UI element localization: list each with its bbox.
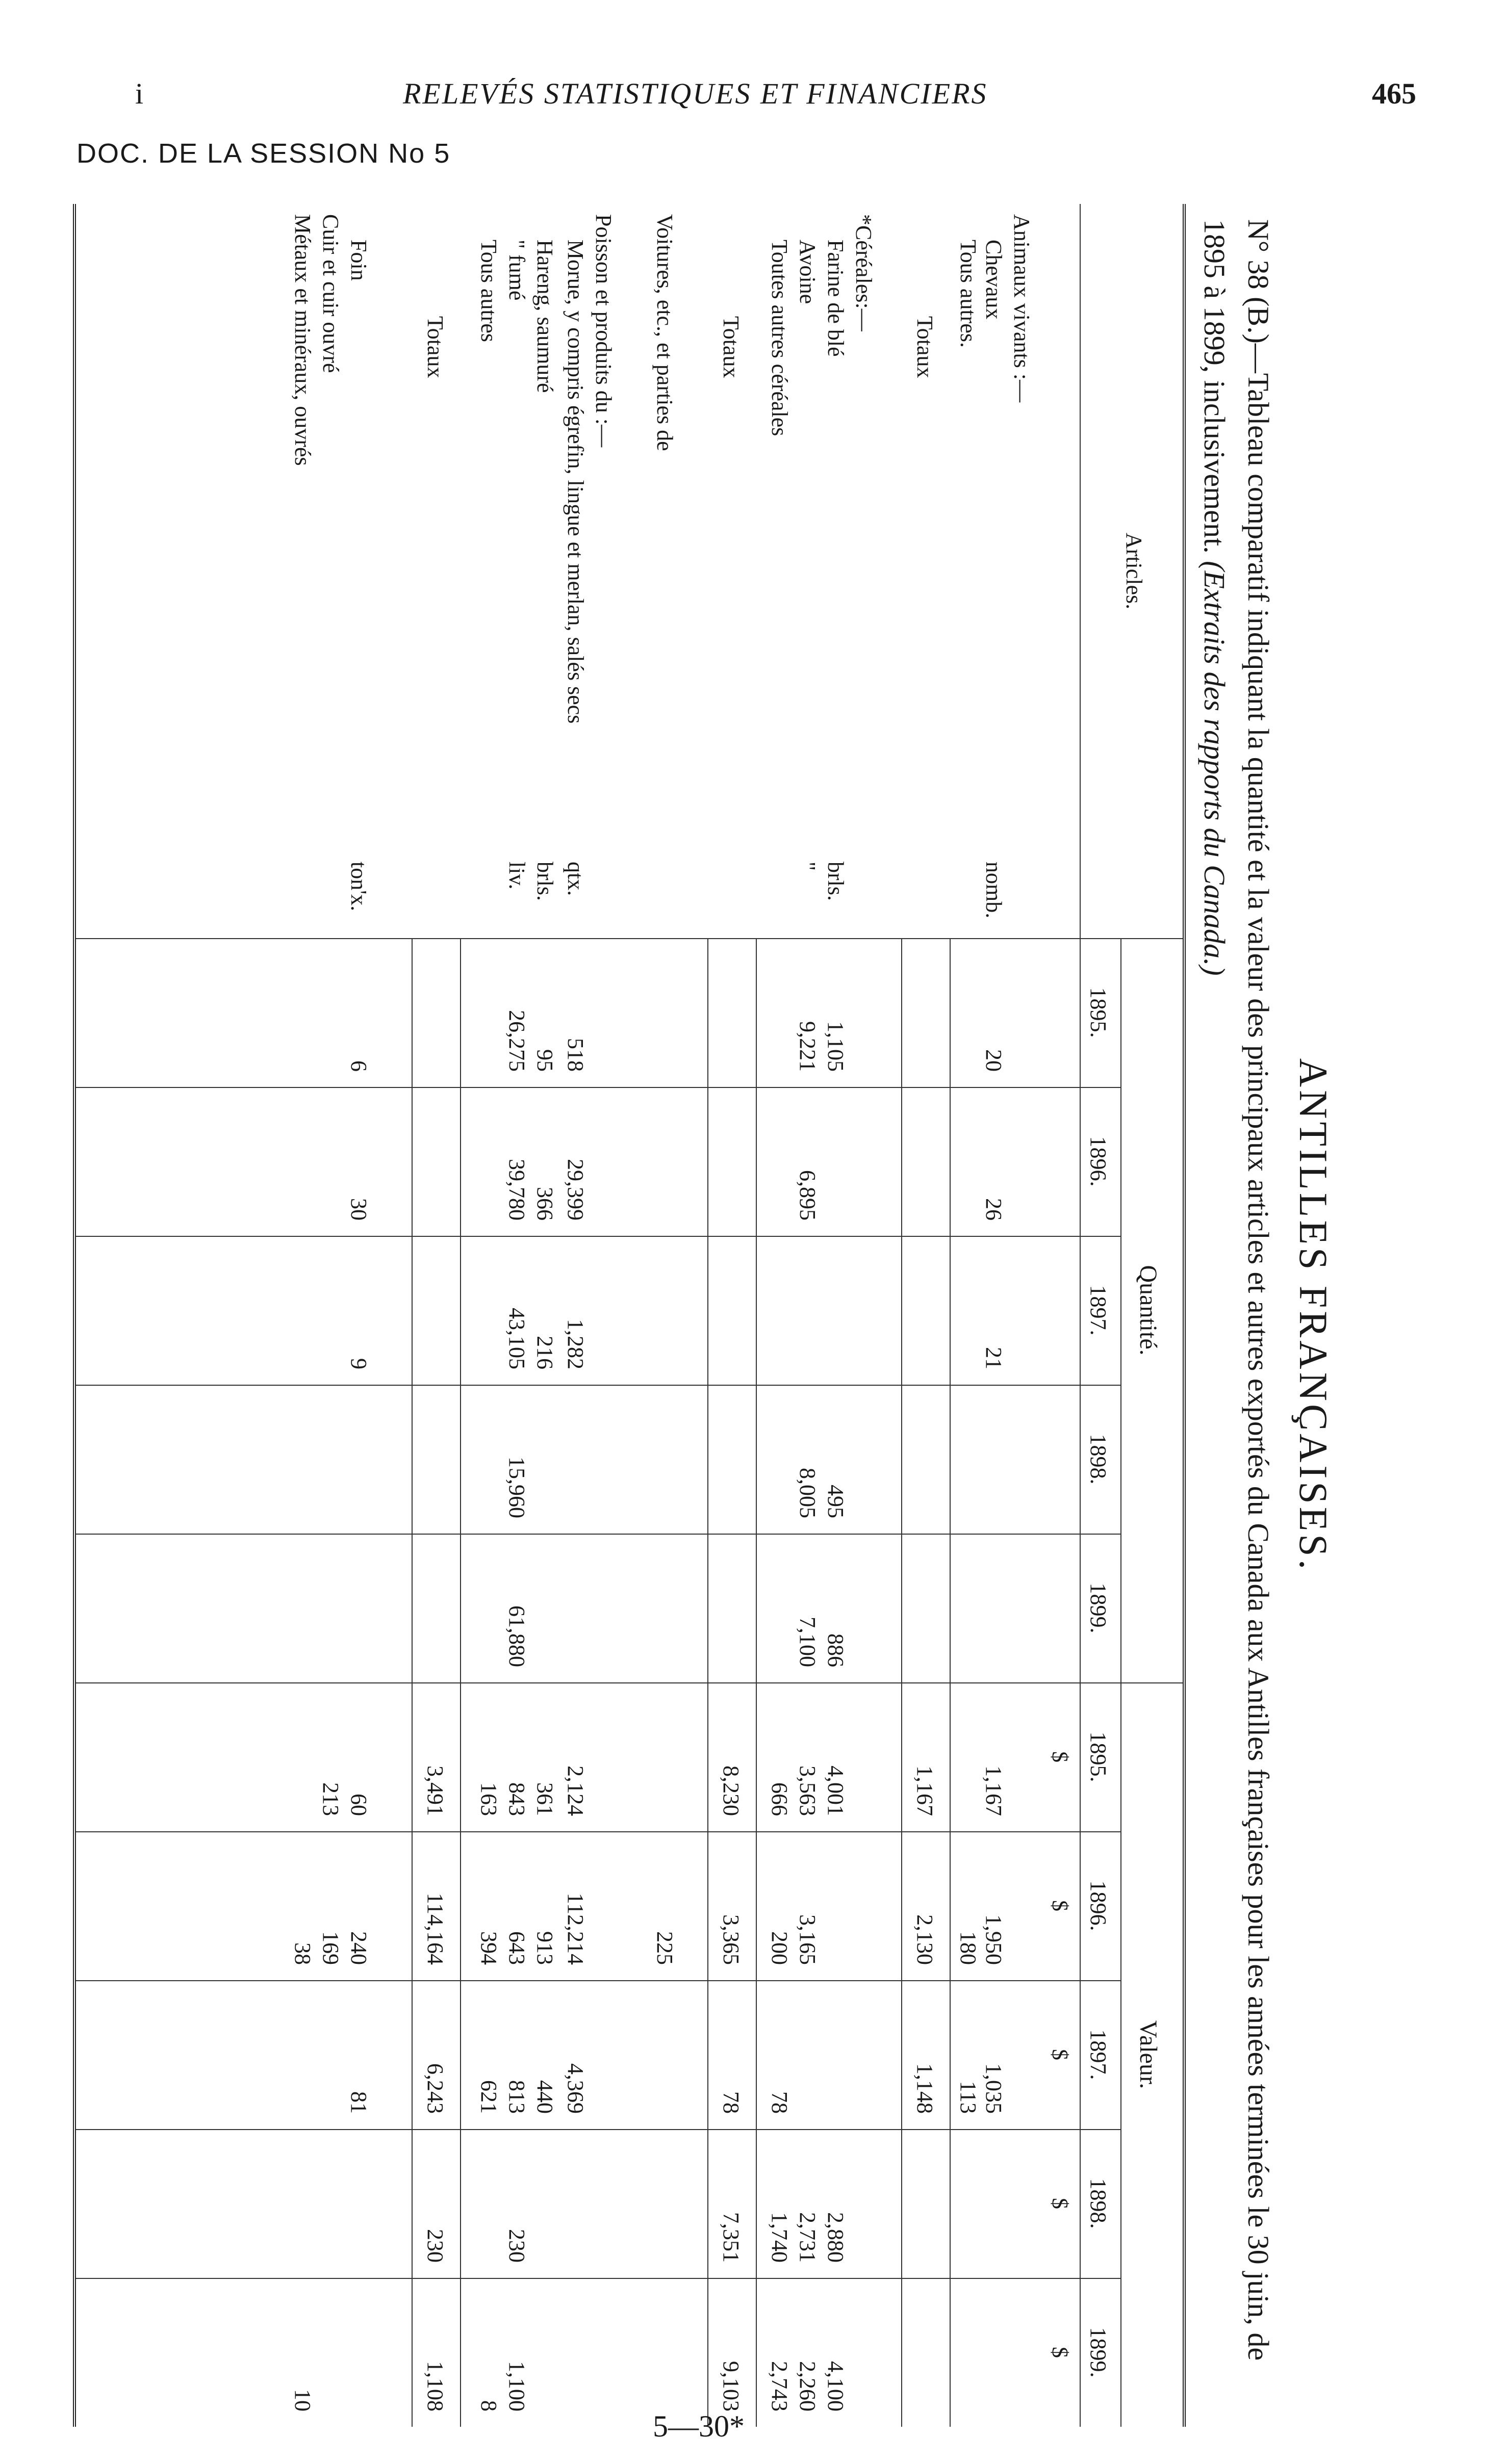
year-header: 1895. bbox=[1086, 1731, 1111, 1782]
table-title: ANTILLES FRANÇAISES. bbox=[1291, 1058, 1336, 1573]
value-cell: 666 bbox=[767, 1782, 792, 1816]
data-table bbox=[73, 204, 1186, 2427]
value-cell: 8 bbox=[476, 2400, 501, 2411]
quantity-cell: 39,780 bbox=[504, 1159, 529, 1221]
article-label: Toutes autres céréales bbox=[767, 240, 792, 436]
value-cell: 1,148 bbox=[912, 2063, 937, 2114]
value-cell: 10 bbox=[290, 2389, 315, 2411]
article-label: Tous autres bbox=[476, 240, 501, 342]
quantity-cell: 29,399 bbox=[563, 1159, 588, 1221]
value-cell: 112,214 bbox=[563, 1892, 588, 1965]
quantity-cell: 1,282 bbox=[563, 1319, 588, 1369]
quantity-cell: 9,221 bbox=[795, 1021, 820, 1072]
col-divider bbox=[76, 2129, 1121, 2130]
running-title: RELEVÉS STATISTIQUES ET FINANCIERS bbox=[403, 77, 988, 110]
year-header: 1898. bbox=[1086, 1434, 1111, 1485]
article-label: Farine de blé bbox=[823, 240, 848, 357]
doc-session-label: DOC. DE LA SESSION No 5 bbox=[76, 138, 451, 169]
currency-symbol: $ bbox=[1048, 2198, 1073, 2209]
unit-label: brls. bbox=[532, 862, 557, 901]
value-cell: 2,731 bbox=[795, 2212, 820, 2263]
table-caption bbox=[1192, 219, 1280, 2411]
col-divider bbox=[76, 1682, 1183, 1683]
totals-rule bbox=[707, 938, 708, 2427]
quantity-cell: 1,105 bbox=[823, 1021, 848, 1072]
value-cell: 1,950 bbox=[981, 1914, 1006, 1965]
value-cell: 4,100 bbox=[823, 2361, 848, 2411]
value-cell: 163 bbox=[476, 1782, 501, 1816]
value-cell: 169 bbox=[318, 1931, 343, 1965]
year-header: 1899. bbox=[1086, 1583, 1111, 1633]
quantity-cell: 366 bbox=[532, 1187, 557, 1221]
article-label: Poisson et produits du :— bbox=[591, 214, 616, 448]
totals-label: Totaux bbox=[912, 316, 937, 378]
article-label: *Céréales:— bbox=[851, 214, 876, 331]
value-cell: 180 bbox=[956, 1931, 981, 1965]
year-header: 1897. bbox=[1086, 2029, 1111, 2080]
value-cell: 643 bbox=[504, 1931, 529, 1965]
value-cell: 2,124 bbox=[563, 1766, 588, 1816]
unit-label: " bbox=[795, 862, 820, 871]
currency-symbol: $ bbox=[1048, 2347, 1073, 2358]
value-cell: 240 bbox=[346, 1931, 371, 1965]
currency-symbol: $ bbox=[1048, 1751, 1073, 1762]
col-divider bbox=[76, 2278, 1121, 2279]
value-cell: 440 bbox=[532, 2080, 557, 2114]
article-label: Chevaux bbox=[981, 240, 1006, 320]
article-label: Cuir et cuir ouvré bbox=[318, 214, 343, 373]
quantity-cell: 30 bbox=[346, 1198, 371, 1221]
article-label: " fumé bbox=[504, 240, 529, 301]
article-label: Voitures, etc., et parties de bbox=[652, 214, 677, 451]
value-cell: 1,035 bbox=[981, 2063, 1006, 2114]
totals-rule bbox=[412, 938, 413, 2427]
value-cell: 1,108 bbox=[423, 2361, 448, 2411]
value-cell: 2,260 bbox=[795, 2361, 820, 2411]
article-label: Morue, y compris égrefin, lingue et merlan, salés secs bbox=[563, 240, 588, 724]
year-header: 1898. bbox=[1086, 2178, 1111, 2229]
value-cell: 394 bbox=[476, 1931, 501, 1965]
quantity-cell: 61,880 bbox=[504, 1605, 529, 1667]
quantity-cell: 20 bbox=[981, 1049, 1006, 1072]
valeur-header: Valeur. bbox=[1135, 2020, 1162, 2089]
quantity-cell: 7,100 bbox=[795, 1617, 820, 1667]
article-label: Foin bbox=[346, 240, 371, 281]
quantity-cell: 9 bbox=[346, 1358, 371, 1369]
unit-label: nomb. bbox=[981, 862, 1006, 919]
value-cell: 213 bbox=[318, 1782, 343, 1816]
caption-text: N° 38 (B.)—Tableau comparatif indiquant la quantité et la valeur des principaux articles et autres exportés du Canada aux Antilles françaises pour les années terminées le 30 juin, de 1895 à 1899, inclusivement. bbox=[1198, 219, 1275, 2361]
unit-label: qtx. bbox=[563, 862, 588, 896]
value-cell: 361 bbox=[532, 1782, 557, 1816]
value-cell: 4,369 bbox=[563, 2063, 588, 2114]
quantity-cell: 6 bbox=[346, 1060, 371, 1072]
value-cell: 81 bbox=[346, 2091, 371, 2114]
article-label: Tous autres. bbox=[956, 240, 981, 348]
value-cell: 3,563 bbox=[795, 1766, 820, 1816]
quantity-cell: 495 bbox=[823, 1485, 848, 1518]
value-cell: 913 bbox=[532, 1931, 557, 1965]
col-divider bbox=[76, 1087, 1121, 1088]
article-label: Métaux et minéraux, ouvrés bbox=[290, 214, 315, 466]
header-divider bbox=[1080, 204, 1081, 2427]
value-cell: 1,167 bbox=[981, 1766, 1006, 1816]
col-divider bbox=[76, 1236, 1121, 1237]
value-cell: 843 bbox=[504, 1782, 529, 1816]
value-cell: 113 bbox=[956, 2081, 981, 2114]
quantity-cell: 8,005 bbox=[795, 1468, 820, 1518]
value-cell: 230 bbox=[423, 2229, 448, 2263]
article-label: Avoine bbox=[795, 240, 820, 304]
quantity-cell: 216 bbox=[532, 1336, 557, 1369]
page-marker: i bbox=[135, 77, 144, 110]
col-divider bbox=[76, 1534, 1121, 1535]
quantity-cell: 6,895 bbox=[795, 1170, 820, 1221]
year-header: 1896. bbox=[1086, 1136, 1111, 1187]
currency-symbol: $ bbox=[1048, 2049, 1073, 2060]
value-cell: 1,100 bbox=[504, 2361, 529, 2411]
year-header: 1897. bbox=[1086, 1285, 1111, 1336]
value-cell: 60 bbox=[346, 1794, 371, 1816]
value-cell: 3,165 bbox=[795, 1914, 820, 1965]
value-cell: 1,167 bbox=[912, 1766, 937, 1816]
col-divider bbox=[76, 1831, 1121, 1832]
value-cell: 78 bbox=[767, 2091, 792, 2114]
value-cell: 1,740 bbox=[767, 2212, 792, 2263]
articles-header: Articles. bbox=[1121, 532, 1146, 610]
unit-label: brls. bbox=[823, 862, 848, 901]
quantity-cell: 43,105 bbox=[504, 1308, 529, 1369]
col-divider bbox=[76, 1980, 1121, 1981]
quantity-cell: 26 bbox=[981, 1198, 1006, 1221]
totals-rule bbox=[901, 938, 902, 2427]
col-divider bbox=[76, 938, 1183, 939]
currency-symbol: $ bbox=[1048, 1900, 1073, 1911]
value-cell: 38 bbox=[290, 1942, 315, 1965]
totals-label: Totaux bbox=[719, 316, 744, 378]
signature-mark: 5—30* bbox=[653, 2409, 745, 2443]
value-cell: 3,365 bbox=[719, 1914, 744, 1965]
year-header: 1899. bbox=[1086, 2327, 1111, 2378]
value-cell: 813 bbox=[504, 2080, 529, 2114]
totals-rule bbox=[460, 938, 461, 2427]
year-header: 1896. bbox=[1086, 1880, 1111, 1931]
totals-rule bbox=[756, 938, 757, 2427]
quantity-cell: 95 bbox=[532, 1049, 557, 1072]
quantity-cell: 886 bbox=[823, 1633, 848, 1667]
quantity-cell: 518 bbox=[563, 1038, 588, 1072]
unit-label: liv. bbox=[504, 862, 529, 890]
caption-source: (Extraits des rapports du Canada.) bbox=[1198, 561, 1231, 976]
value-cell: 114,164 bbox=[423, 1892, 448, 1965]
quantity-cell: 21 bbox=[981, 1347, 1006, 1369]
value-cell: 8,230 bbox=[719, 1766, 744, 1816]
value-cell: 200 bbox=[767, 1931, 792, 1965]
quantity-cell: 15,960 bbox=[504, 1457, 529, 1518]
totals-label: Totaux bbox=[423, 316, 448, 378]
quantite-header: Quantité. bbox=[1135, 1265, 1162, 1356]
unit-label: ton'x. bbox=[346, 862, 371, 912]
value-cell: 6,243 bbox=[423, 2063, 448, 2114]
value-cell: 2,743 bbox=[767, 2361, 792, 2411]
value-cell: 9,103 bbox=[719, 2361, 744, 2411]
rotated-table-page bbox=[71, 199, 1357, 2432]
year-header: 1895. bbox=[1086, 987, 1111, 1038]
article-label: Hareng, saumuré bbox=[532, 240, 557, 393]
article-label: Animaux vivants :— bbox=[1009, 214, 1034, 403]
value-cell: 621 bbox=[476, 2080, 501, 2114]
value-cell: 2,880 bbox=[823, 2212, 848, 2263]
value-cell: 4,001 bbox=[823, 1766, 848, 1816]
value-cell: 7,351 bbox=[719, 2212, 744, 2263]
value-cell: 3,491 bbox=[423, 1766, 448, 1816]
totals-rule bbox=[950, 938, 951, 2427]
page-number: 465 bbox=[1372, 77, 1416, 110]
value-cell: 78 bbox=[719, 2091, 744, 2114]
value-cell: 230 bbox=[504, 2229, 529, 2263]
value-cell: 225 bbox=[652, 1931, 677, 1965]
col-divider bbox=[76, 1385, 1121, 1386]
quantity-cell: 26,275 bbox=[504, 1010, 529, 1072]
value-cell: 2,130 bbox=[912, 1914, 937, 1965]
